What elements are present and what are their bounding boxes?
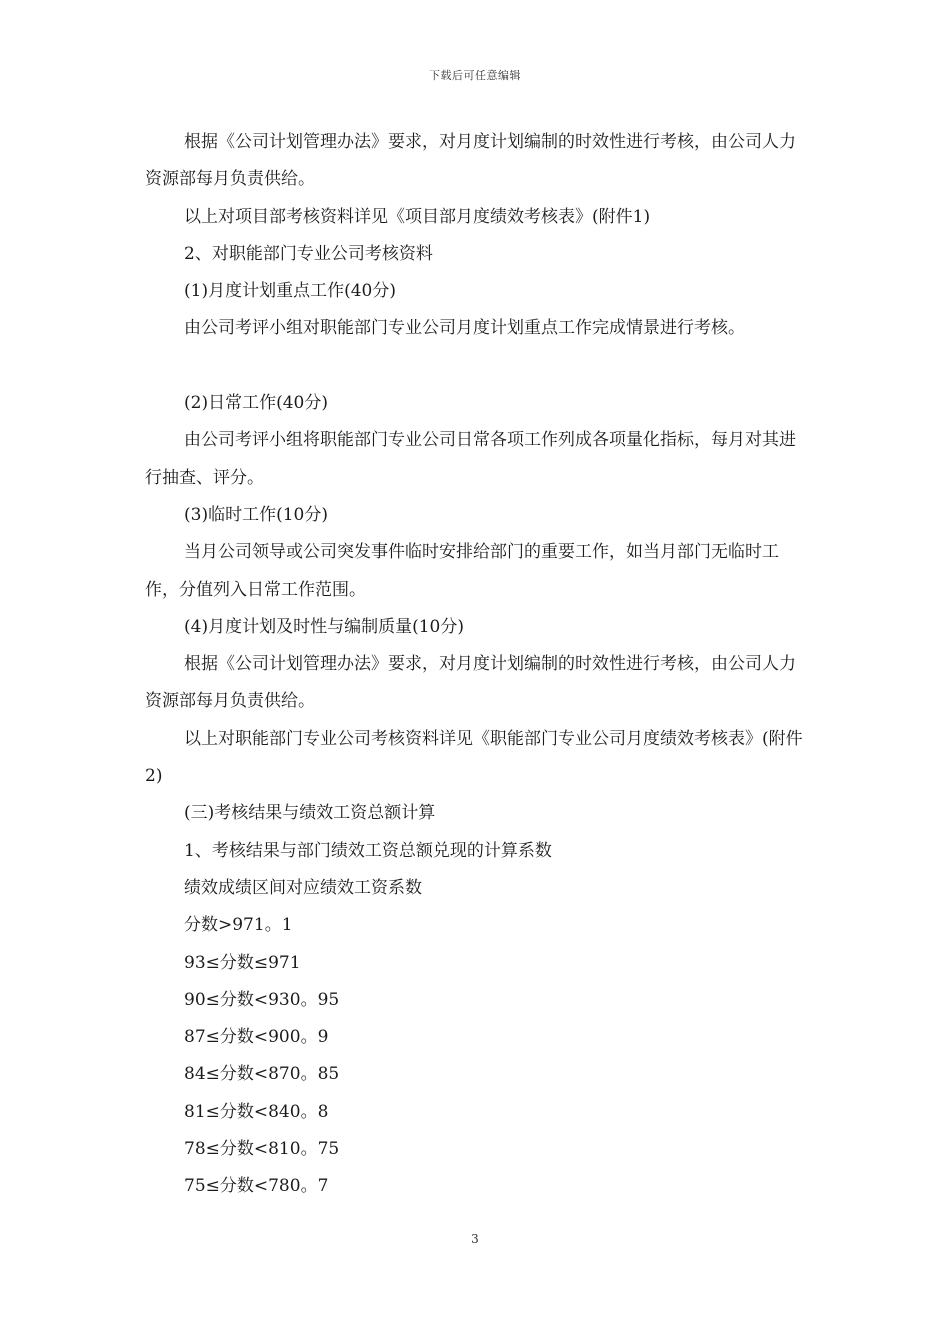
document-body [145, 124, 810, 1206]
paragraph: 以上对职能部门专业公司考核资料详见《职能部门专业公司月度绩效考核表》(附件2) [145, 728, 803, 787]
list-header: 绩效成绩区间对应绩效工资系数 [184, 877, 422, 898]
paragraph: 由公司考评小组将职能部门专业公司日常各项工作列成各项量化指标，每月对其进行抽查、评分。 [145, 430, 796, 488]
section-heading: (三)考核结果与绩效工资总额计算 [184, 803, 436, 824]
list-item: 87≤分数<900。9 [184, 1027, 329, 1048]
paragraph: 以上对项目部考核资料详见《项目部月度绩效考核表》(附件1) [184, 206, 651, 227]
list-item: 84≤分数<870。85 [184, 1064, 340, 1085]
subsection-heading: (2)日常工作(40分) [184, 393, 328, 414]
list-item: 93≤分数≤971 [184, 952, 301, 973]
section-heading: 2、对职能部门专业公司考核资料 [184, 243, 433, 264]
header-note: 下载后可任意编辑 [429, 69, 521, 82]
list-item: 81≤分数<840。8 [184, 1101, 329, 1122]
paragraph: 根据《公司计划管理办法》要求，对月度计划编制的时效性进行考核，由公司人力资源部每月负责供给。 [145, 132, 796, 190]
paragraph: 根据《公司计划管理办法》要求，对月度计划编制的时效性进行考核，由公司人力资源部每月负责供给。 [145, 654, 796, 712]
blank-line [145, 348, 810, 385]
list-item: 75≤分数<780。7 [184, 1176, 329, 1197]
subsection-heading: (1)月度计划重点工作(40分) [184, 281, 396, 302]
page-number: 3 [471, 1232, 479, 1246]
paragraph: 当月公司领导或公司突发事件临时安排给部门的重要工作，如当月部门无临时工作，分值列入日常工作范围。 [145, 542, 779, 600]
list-item: 90≤分数<930。95 [184, 989, 340, 1010]
subsection-heading: (3)临时工作(10分) [184, 504, 328, 525]
paragraph: 由公司考评小组对职能部门专业公司月度计划重点工作完成情景进行考核。 [184, 318, 745, 339]
list-item: 分数>971。1 [184, 915, 293, 936]
list-item: 78≤分数<810。75 [184, 1139, 340, 1160]
section-heading: 1、考核结果与部门绩效工资总额兑现的计算系数 [184, 840, 552, 861]
subsection-heading: (4)月度计划及时性与编制质量(10分) [184, 616, 464, 637]
